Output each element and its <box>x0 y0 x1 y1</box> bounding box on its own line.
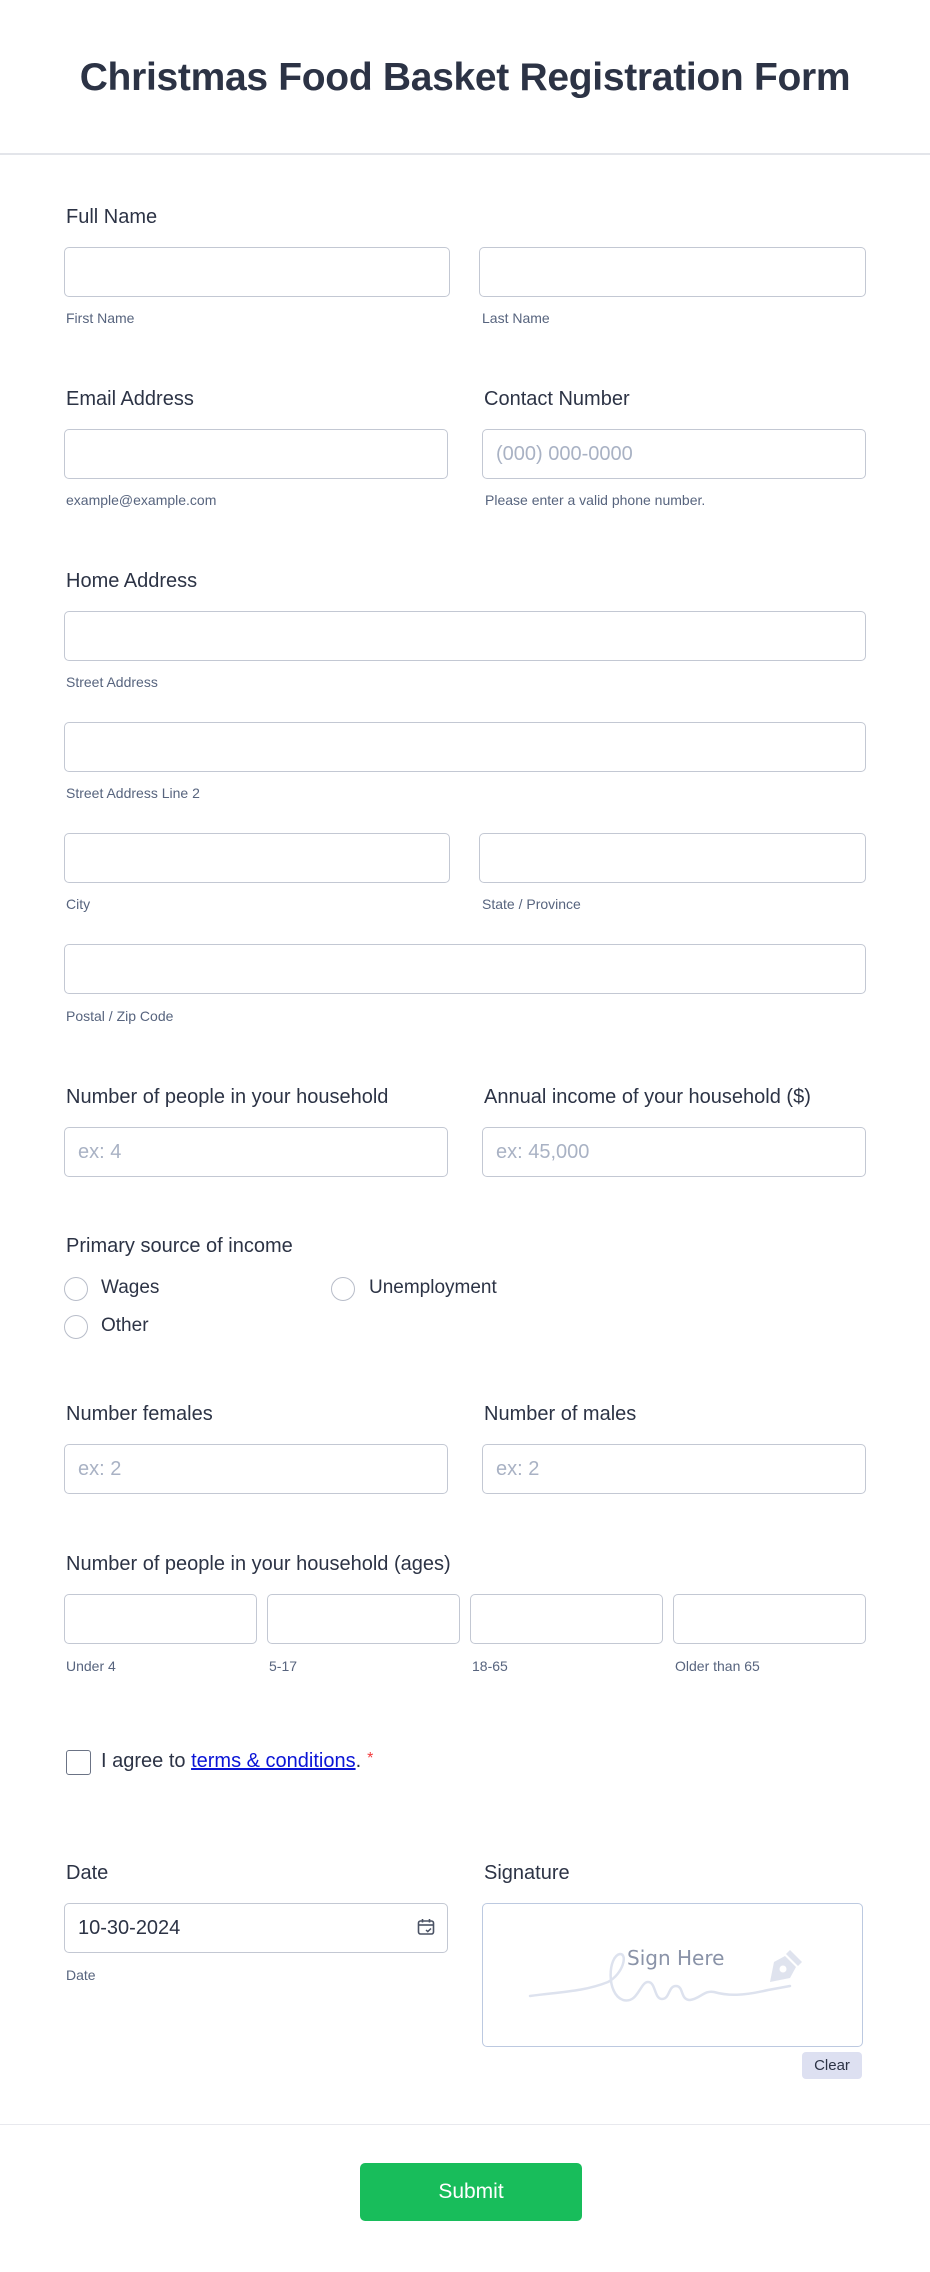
ages-under4-input[interactable] <box>64 1594 257 1644</box>
annual-income-label: Annual income of your household ($) <box>484 1086 811 1108</box>
household-people-input[interactable] <box>64 1127 448 1177</box>
terms-prefix: I agree to <box>101 1750 192 1772</box>
radio-other[interactable] <box>64 1315 88 1339</box>
signature-pad[interactable] <box>482 1903 863 2047</box>
radio-wages-label[interactable]: Wages <box>101 1277 160 1298</box>
full-name-label: Full Name <box>66 206 158 228</box>
ages-5-17-input[interactable] <box>267 1594 460 1644</box>
date-field <box>64 1903 448 1953</box>
form-title: Christmas Food Basket Registration Form <box>79 55 851 99</box>
terms-checkbox[interactable] <box>66 1750 91 1775</box>
last-name-input[interactable] <box>479 247 866 297</box>
city-input[interactable] <box>64 833 450 883</box>
sign-here-placeholder: Sign Here <box>627 1946 725 1970</box>
zip-code-sublabel: Postal / Zip Code <box>66 1008 174 1024</box>
contact-number-sublabel: Please enter a valid phone number. <box>485 492 706 508</box>
street-address-line2-input[interactable] <box>64 722 866 772</box>
date-label: Date <box>66 1862 109 1884</box>
footer-divider <box>0 2124 930 2125</box>
ages-over65-sublabel: Older than 65 <box>675 1658 760 1674</box>
signature-label: Signature <box>484 1862 570 1884</box>
required-mark: * <box>367 1750 374 1767</box>
first-name-input[interactable] <box>64 247 450 297</box>
street-address-line2-sublabel: Street Address Line 2 <box>66 785 200 801</box>
email-sublabel: example@example.com <box>66 492 217 508</box>
contact-number-label: Contact Number <box>484 388 630 410</box>
females-input[interactable] <box>64 1444 448 1494</box>
income-source-label: Primary source of income <box>66 1235 293 1257</box>
clear-signature-button[interactable]: Clear <box>802 2052 862 2079</box>
submit-button[interactable]: Submit <box>360 2163 582 2221</box>
radio-wages[interactable] <box>64 1277 88 1301</box>
street-address-sublabel: Street Address <box>66 674 158 690</box>
ages-over65-input[interactable] <box>673 1594 866 1644</box>
females-label: Number females <box>66 1403 213 1425</box>
zip-code-input[interactable] <box>64 944 866 994</box>
ages-18-65-sublabel: 18-65 <box>472 1658 508 1674</box>
ages-18-65-input[interactable] <box>470 1594 663 1644</box>
radio-unemployment-label[interactable]: Unemployment <box>369 1277 497 1298</box>
pen-nib-icon <box>766 1946 806 1986</box>
last-name-sublabel: Last Name <box>482 310 550 326</box>
date-sublabel: Date <box>66 1967 96 1983</box>
annual-income-input[interactable] <box>482 1127 866 1177</box>
city-sublabel: City <box>66 896 91 912</box>
radio-unemployment[interactable] <box>331 1277 355 1301</box>
form-header <box>0 0 930 155</box>
ages-under4-sublabel: Under 4 <box>66 1658 116 1674</box>
males-label: Number of males <box>484 1403 637 1425</box>
date-input[interactable] <box>64 1903 448 1953</box>
first-name-sublabel: First Name <box>66 310 135 326</box>
ages-label: Number of people in your household (ages) <box>66 1553 451 1575</box>
household-people-label: Number of people in your household <box>66 1086 389 1108</box>
email-input[interactable] <box>64 429 448 479</box>
terms-link[interactable]: terms & conditions <box>191 1750 356 1772</box>
terms-text <box>101 1750 373 1773</box>
state-province-input[interactable] <box>479 833 866 883</box>
email-label: Email Address <box>66 388 194 410</box>
ages-5-17-sublabel: 5-17 <box>269 1658 298 1674</box>
street-address-input[interactable] <box>64 611 866 661</box>
state-province-sublabel: State / Province <box>482 896 581 912</box>
calendar-icon[interactable] <box>416 1917 436 1937</box>
contact-number-input[interactable] <box>482 429 866 479</box>
terms-suffix: . <box>355 1750 362 1772</box>
radio-other-label[interactable]: Other <box>101 1315 149 1336</box>
males-input[interactable] <box>482 1444 866 1494</box>
home-address-label: Home Address <box>66 570 198 592</box>
